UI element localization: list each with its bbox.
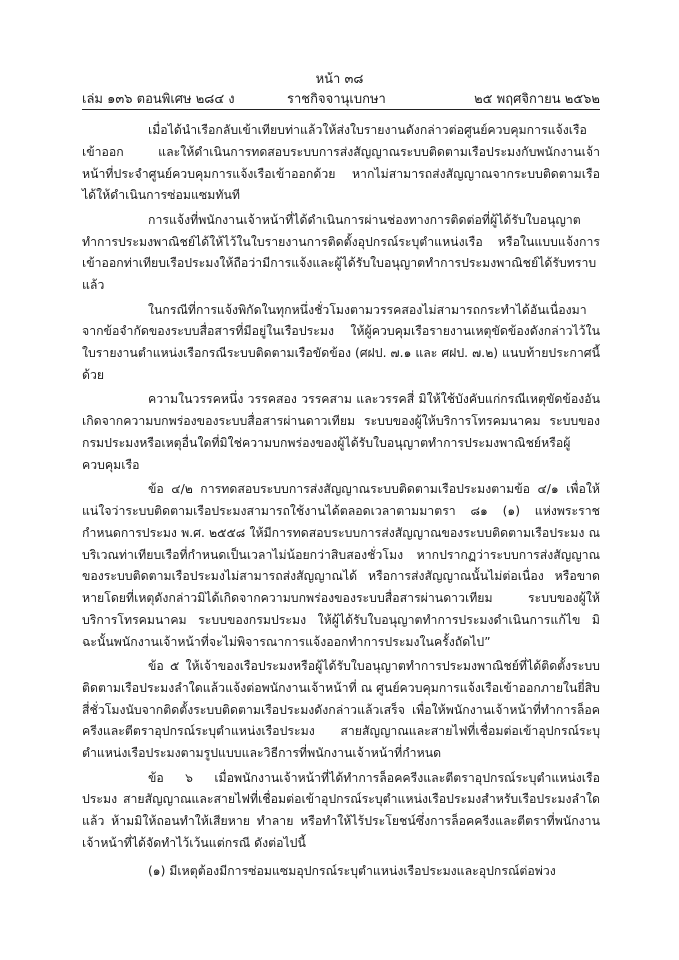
header-divider [82, 109, 600, 110]
paragraph: เมื่อได้นำเรือกลับเข้าเทียบท่าแล้วให้ส่งใบรายงานดังกล่าวต่อศูนย์ควบคุมการแจ้งเรือเข้าออก และให้ดำเนินการทดสอบระบบการส่งสัญญาณระบบติดตามเรือประมงกับพนักงานเจ้าหน้าที่ประจำศูนย์ควบคุมการแจ้งเรือเข้าออกด้วย หากไม่สามารถส่งสัญญาณจากระบบติดตามเรือได้ให้ดำเนินการซ่อมแซมทันที [82, 123, 600, 203]
journal-title: ราชกิจจานุเบกษา [287, 92, 386, 107]
paragraph: การแจ้งที่พนักงานเจ้าหน้าที่ได้ดำเนินการผ่านช่องทางการติดต่อที่ผู้ได้รับใบอนุญาตทำการประมงพาณิชย์ได้ให้ไว้ในใบรายงานการติดตั้งอุปกรณ์ระบุตำแหน่งเรือ หรือในแบบแจ้งการเข้าออกท่าเทียบเรือประมงให้ถือว่ามีการแจ้งและผู้ได้รับใบอนุญาตทำการประมงพาณิชย์ได้รับทราบแล้ว [82, 212, 600, 293]
publication-date: ๒๕ พฤศจิกายน ๒๕๖๒ [474, 92, 600, 107]
running-header [82, 88, 600, 110]
paragraph: ในกรณีที่การแจ้งพิกัดในทุกหนึ่งชั่วโมงตามวรรคสองไม่สามารถกระทำได้อันเนื่องมาจากข้อจำกัดของระบบสื่อสารที่มีอยู่ในเรือประมง ให้ผู้ควบคุมเรือรายงานเหตุขัดข้องดังกล่าวไว้ในใบรายงานตำแหน่งเรือกรณีระบบติดตามเรือขัดข้อง (ศฝป. ๗.๑ และ ศฝป. ๗.๒) แนบท้ายประกาศนี้ด้วย [82, 302, 600, 382]
document-body [82, 120, 600, 885]
volume-issue: เล่ม ๑๓๖ ตอนพิเศษ ๒๘๔ ง [82, 92, 235, 107]
paragraph: ข้อ ๕ ให้เจ้าของเรือประมงหรือผู้ได้รับใบอนุญาตทำการประมงพาณิชย์ที่ได้ติดตั้งระบบติดตามเรือประมงลำใดแล้วแจ้งต่อพนักงานเจ้าหน้าที่ ณ ศูนย์ควบคุมการแจ้งเรือเข้าออกภายในยี่สิบสี่ชั่วโมงนับจากติดตั้งระบบติดตามเรือประมงดังกล่าวแล้วเสร็จ เพื่อให้พนักงานเจ้าหน้าที่ทำการล็อคครีงและตีตราอุปกรณ์ระบุตำแหน่งเรือประมง สายสัญญาณและสายไฟที่เชื่อมต่อเข้าอุปกรณ์ระบุตำแหน่งเรือประมงตามรูปแบบและวิธีการที่พนักงานเจ้าหน้าที่กำหนด [82, 659, 600, 761]
page-number: หน้า ๓๘ [315, 72, 364, 87]
list-item: (๑) มีเหตุต้องมีการซ่อมแซมอุปกรณ์ระบุตำแหน่งเรือประมงและอุปกรณ์ต่อพ่วง [148, 863, 556, 878]
paragraph: ข้อ ๔/๒ การทดสอบระบบการส่งสัญญาณระบบติดตามเรือประมงตามข้อ ๔/๑ เพื่อให้แน่ใจว่าระบบติดตามเรือประมงสามารถใช้งานได้ตลอดเวลาตามมาตรา ๘๑ (๑) แห่งพระราชกำหนดการประมง พ.ศ. ๒๕๕๘ ให้มีการทดสอบระบบการส่งสัญญาณของระบบติดตามเรือประมง ณ บริเวณท่าเทียบเรือที่กำหนดเป็นเวลาไม่น้อยกว่าสิบสองชั่วโมง หากปรากฏว่าระบบการส่งสัญญาณของระบบติดตามเรือประมงไม่สามารถส่งสัญญาณได้ หรือการส่งสัญญาณนั้นไม่ต่อเนื่อง หรือขาดหายโดยที่เหตุดังกล่าวมิได้เกิดจากความบกพร่องของระบบสื่อสารผ่านดาวเทียม ระบบของผู้ให้บริการโทรคมนาคม ระบบของกรมประมง ให้ผู้ได้รับใบอนุญาตทำการประมงดำเนินการแก้ไข มิฉะนั้นพนักงานเจ้าหน้าที่จะไม่พิจารณาการแจ้งออกทำการประมงในครั้งถัดไป” [82, 482, 600, 649]
paragraph: ข้อ ๖ เมื่อพนักงานเจ้าหน้าที่ได้ทำการล็อคครีงและตีตราอุปกรณ์ระบุตำแหน่งเรือประมง สายสัญญาณและสายไฟที่เชื่อมต่อเข้าอุปกรณ์ระบุตำแหน่งเรือประมงสำหรับเรือประมงลำใดแล้ว ห้ามมิให้ถอนทำให้เสียหาย ทำลาย หรือทำให้ไร้ประโยชน์ซึ่งการล็อคครีงและตีตราที่พนักงานเจ้าหน้าที่ได้จัดทำไว้เว้นแต่กรณี ดังต่อไปนี้ [82, 770, 600, 851]
paragraph: ความในวรรคหนึ่ง วรรคสอง วรรคสาม และวรรคสี่ มิให้ใช้บังคับแก่กรณีเหตุขัดข้องอันเกิดจากความบกพร่องของระบบสื่อสารผ่านดาวเทียม ระบบของผู้ให้บริการโทรคมนาคม ระบบของกรมประมงหรือเหตุอื่นใดที่มิใช่ความบกพร่องของผู้ได้รับใบอนุญาตทำการประมงพาณิชย์หรือผู้ควบคุมเรือ [82, 392, 600, 472]
